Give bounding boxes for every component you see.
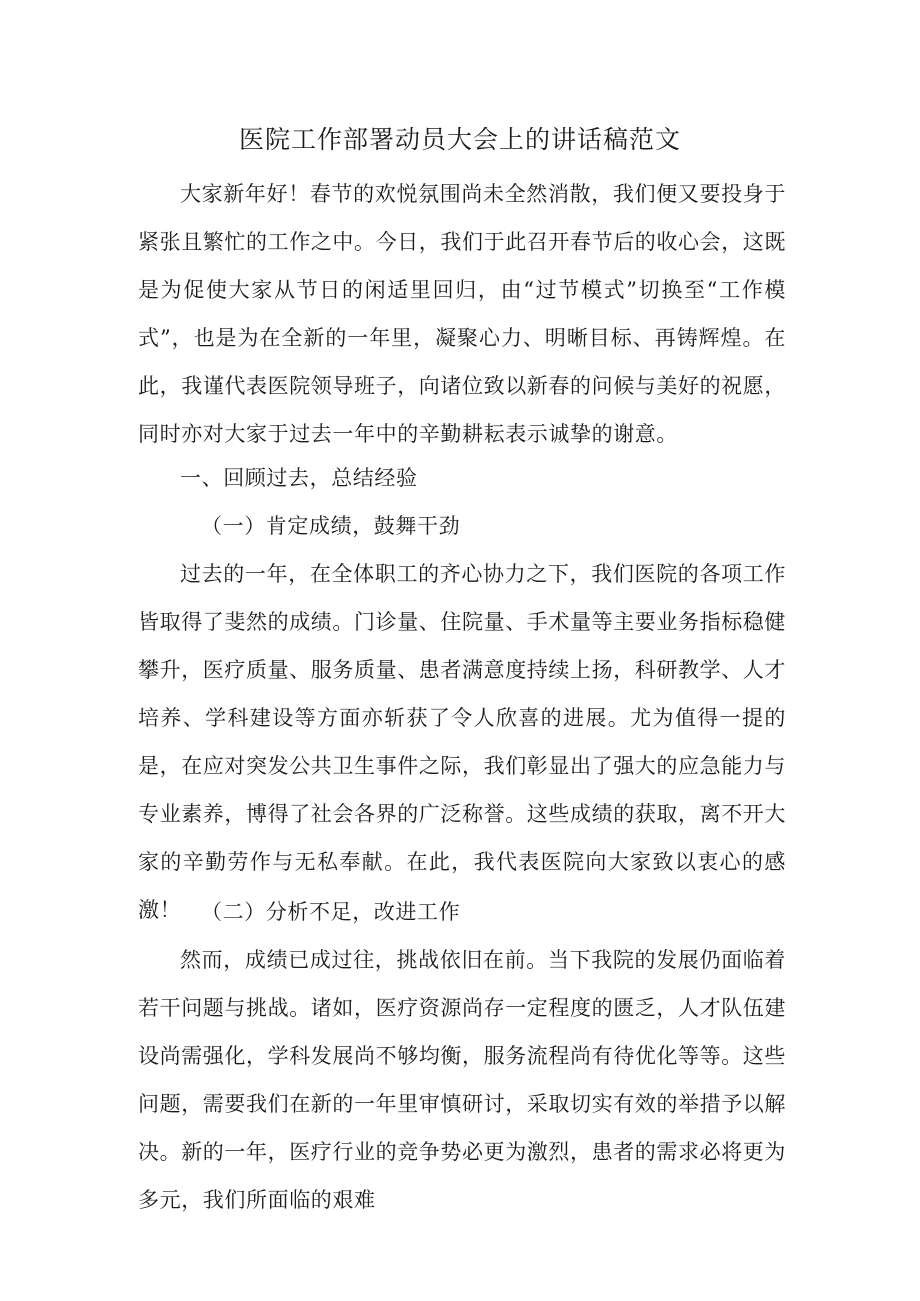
subsection-heading-achievements: （一）肯定成绩，鼓舞干劲 bbox=[201, 514, 461, 538]
subsection-heading-shortcomings: （二）分析不足，改进工作 bbox=[201, 900, 461, 924]
achievements-paragraph: 过去的一年，在全体职工的齐心协力之下，我们医院的各项工作皆取得了斐然的成绩。门诊量、住院量、手术量等主要业务指标稳健攀升，医疗质量、服务质量、患者满意度持续上扬，科研教学、人才培养、学科建设等方面亦斩获了令人欣喜的进展。尤为值得一提的是，在应对突发公共卫生事件之际，我们彰显出了强大的应急能力与专业素养，博得了社会各界的广泛称誉。这些成绩的获取，离不开大家的辛勤劳作与无私奉献。在此，我代表医院向大家致以衷心的感激！ bbox=[138, 562, 786, 922]
section-heading-review: 一、回顾过去，总结经验 bbox=[180, 466, 418, 490]
document-title: 医院工作部署动员大会上的讲话稿范文 bbox=[238, 125, 681, 154]
shortcomings-paragraph: 然而，成绩已成过往，挑战依旧在前。当下我院的发展仍面临着若干问题与挑战。诸如，医疗资源尚存一定程度的匮乏，人才队伍建设尚需强化，学科发展尚不够均衡，服务流程尚有待优化等等。这些问题，需要我们在新的一年里审慎研讨，采取切实有效的举措予以解决。新的一年，医疗行业的竞争势必更为激烈，患者的需求必将更为多元，我们所面临的艰难 bbox=[138, 948, 786, 1212]
intro-paragraph: 大家新年好！春节的欢悦氛围尚未全然消散，我们便又要投身于紧张且繁忙的工作之中。今日，我们于此召开春节后的收心会，这既是为促使大家从节日的闲适里回归，由“过节模式”切换至“工作模式”，也是为在全新的一年里，凝聚心力、明晰目标、再铸辉煌。在此，我谨代表医院领导班子，向诸位致以新春的问候与美好的祝愿，同时亦对大家于过去一年中的辛勤耕耘表示诚挚的谢意。 bbox=[138, 182, 786, 446]
